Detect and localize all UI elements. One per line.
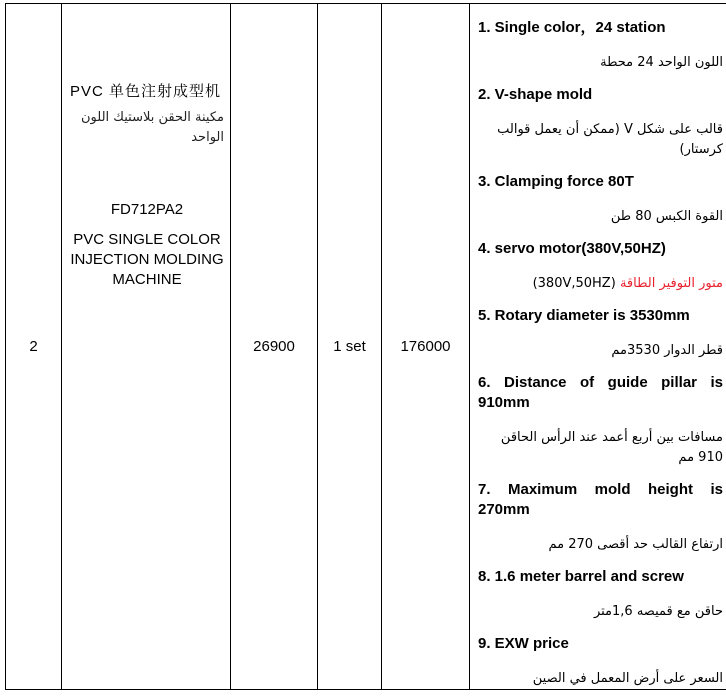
spec-8-en: 8. 1.6 meter barrel and screw — [478, 567, 723, 587]
quantity-cell — [318, 4, 382, 690]
spec-6-ar: مسافات بين أربع أعمد عند الرأس الحاقن 910 مم — [478, 428, 723, 468]
spec-6-en: 6. Distance of guide pillar is 910mm — [478, 373, 723, 413]
table-row — [6, 4, 726, 690]
description-arabic: مكينة الحقن بلاستيك اللون الواحد — [70, 108, 224, 148]
total-price: 176000 — [400, 338, 450, 355]
total-price-cell — [382, 4, 470, 690]
spec-9-ar: السعر على أرض المعمل في الصين — [478, 669, 723, 689]
spec-3-en: 3. Clamping force 80T — [478, 172, 723, 192]
spec-1-ar: اللون الواحد 24 محطة — [478, 53, 723, 73]
spec-4-en: 4. servo motor(380V,50HZ) — [478, 239, 723, 259]
spec-4-ar-rating: (380V,50HZ) — [533, 276, 616, 291]
quantity: 1 set — [333, 338, 366, 355]
description-english: PVC SINGLE COLOR INJECTION MOLDING MACHINE — [70, 230, 224, 290]
spec-7-en: 7. Maximum mold height is 270mm — [478, 480, 723, 520]
item-number-cell — [6, 4, 62, 690]
item-number: 2 — [29, 338, 37, 355]
description-cell — [62, 4, 231, 690]
spec-5-ar: قطر الدوار 3530مم — [478, 341, 723, 361]
description-chinese: PVC 单色注射成型机 — [70, 82, 224, 102]
spec-4-ar-highlight: متور التوفير الطاقة — [620, 276, 723, 291]
unit-price: 26900 — [253, 338, 295, 355]
spec-3-ar: القوة الكبس 80 طن — [478, 207, 723, 227]
unit-price-cell — [231, 4, 318, 690]
quotation-table — [5, 3, 726, 690]
spec-2-ar: قالب على شكل V (ممكن أن يعمل قوالب كرستار) — [478, 120, 723, 160]
model-number: FD712PA2 — [70, 200, 224, 220]
spec-1-en: 1. Single color，24 station — [478, 18, 723, 38]
spec-7-ar: ارتفاع القالب حد أقصى 270 مم — [478, 535, 723, 555]
spec-4-ar — [478, 274, 723, 294]
spec-9-en: 9. EXW price — [478, 634, 723, 654]
spec-5-en: 5. Rotary diameter is 3530mm — [478, 306, 723, 326]
spec-2-en: 2. V-shape mold — [478, 85, 723, 105]
spec-8-ar: حاقن مع قميصه 1,6متر — [478, 602, 723, 622]
specifications-cell — [470, 4, 726, 690]
